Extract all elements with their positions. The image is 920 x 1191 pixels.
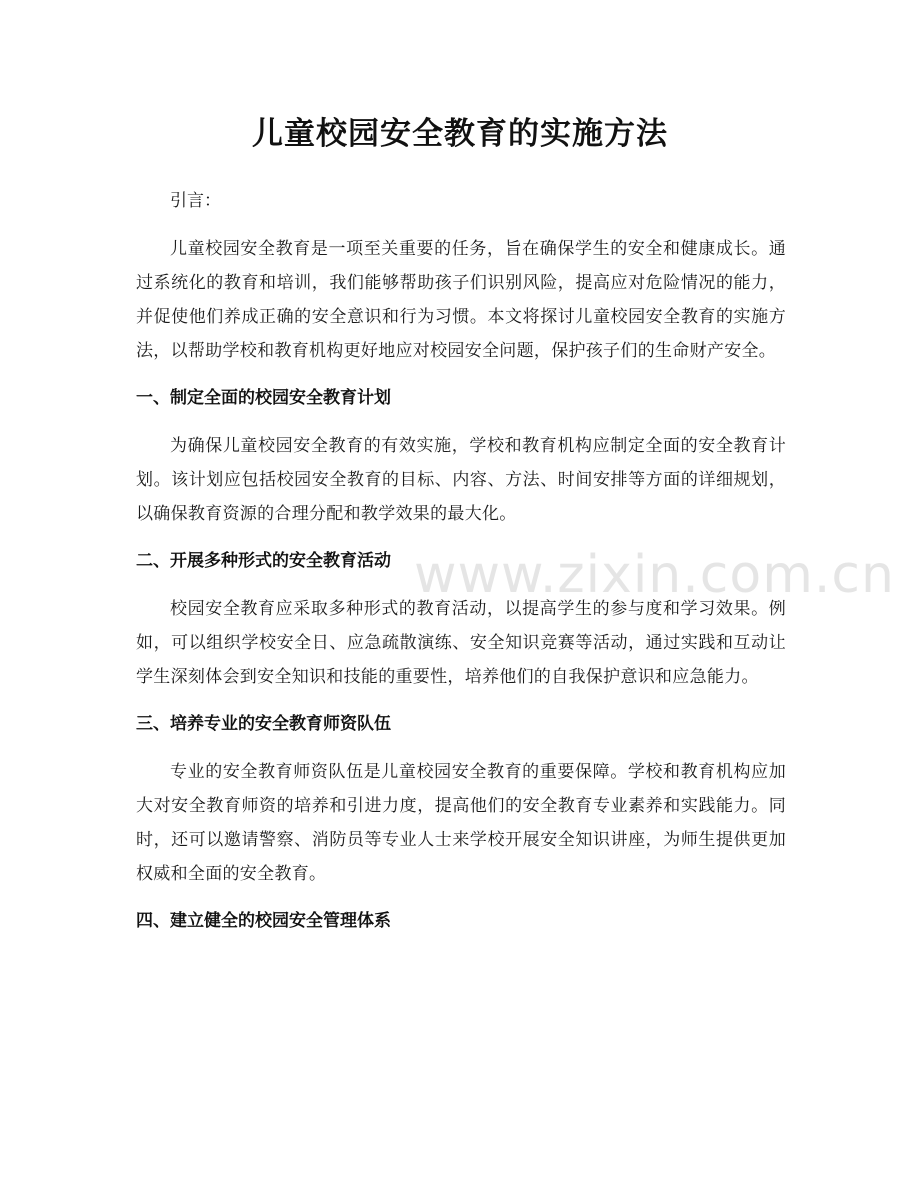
section-3 [136, 707, 786, 891]
section-4 [136, 904, 786, 938]
document-title: 儿童校园安全教育的实施方法 [252, 116, 668, 152]
section-1 [136, 381, 786, 531]
section-heading: 四、建立健全的校园安全管理体系 [136, 911, 391, 931]
section-heading: 三、培养专业的安全教育师资队伍 [136, 714, 391, 734]
section-heading: 二、开展多种形式的安全教育活动 [136, 551, 391, 571]
document-body [136, 184, 786, 952]
section-2 [136, 544, 786, 694]
section-heading: 一、制定全面的校园安全教育计划 [136, 388, 391, 408]
section-paragraph: 专业的安全教育师资队伍是儿童校园安全教育的重要保障。学校和教育机构应加大对安全教育师资的培养和引进力度，提高他们的安全教育专业素养和实践能力。同时，还可以邀请警察、消防员等专业人士来学校开展安全知识讲座，为师生提供更加权威和全面的安全教育。 [136, 762, 786, 884]
watermark: www.zixin.com.cn [414, 545, 895, 605]
intro-label: 引言： [170, 191, 221, 211]
section-paragraph: 校园安全教育应采取多种形式的教育活动，以提高学生的参与度和学习效果。例如，可以组织学校安全日、应急疏散演练、安全知识竞赛等活动，通过实践和互动让学生深刻体会到安全知识和技能的重要性，培养他们的自我保护意识和应急能力。 [136, 599, 786, 687]
section-paragraph: 为确保儿童校园安全教育的有效实施，学校和教育机构应制定全面的安全教育计划。该计划应包括校园安全教育的目标、内容、方法、时间安排等方面的详细规划，以确保教育资源的合理分配和教学效果的最大化。 [136, 436, 786, 524]
intro-paragraph: 儿童校园安全教育是一项至关重要的任务，旨在确保学生的安全和健康成长。通过系统化的教育和培训，我们能够帮助孩子们识别风险，提高应对危险情况的能力，并促使他们养成正确的安全意识和行为习惯。本文将探讨儿童校园安全教育的实施方法，以帮助学校和教育机构更好地应对校园安全问题，保护孩子们的生命财产安全。 [136, 239, 786, 361]
